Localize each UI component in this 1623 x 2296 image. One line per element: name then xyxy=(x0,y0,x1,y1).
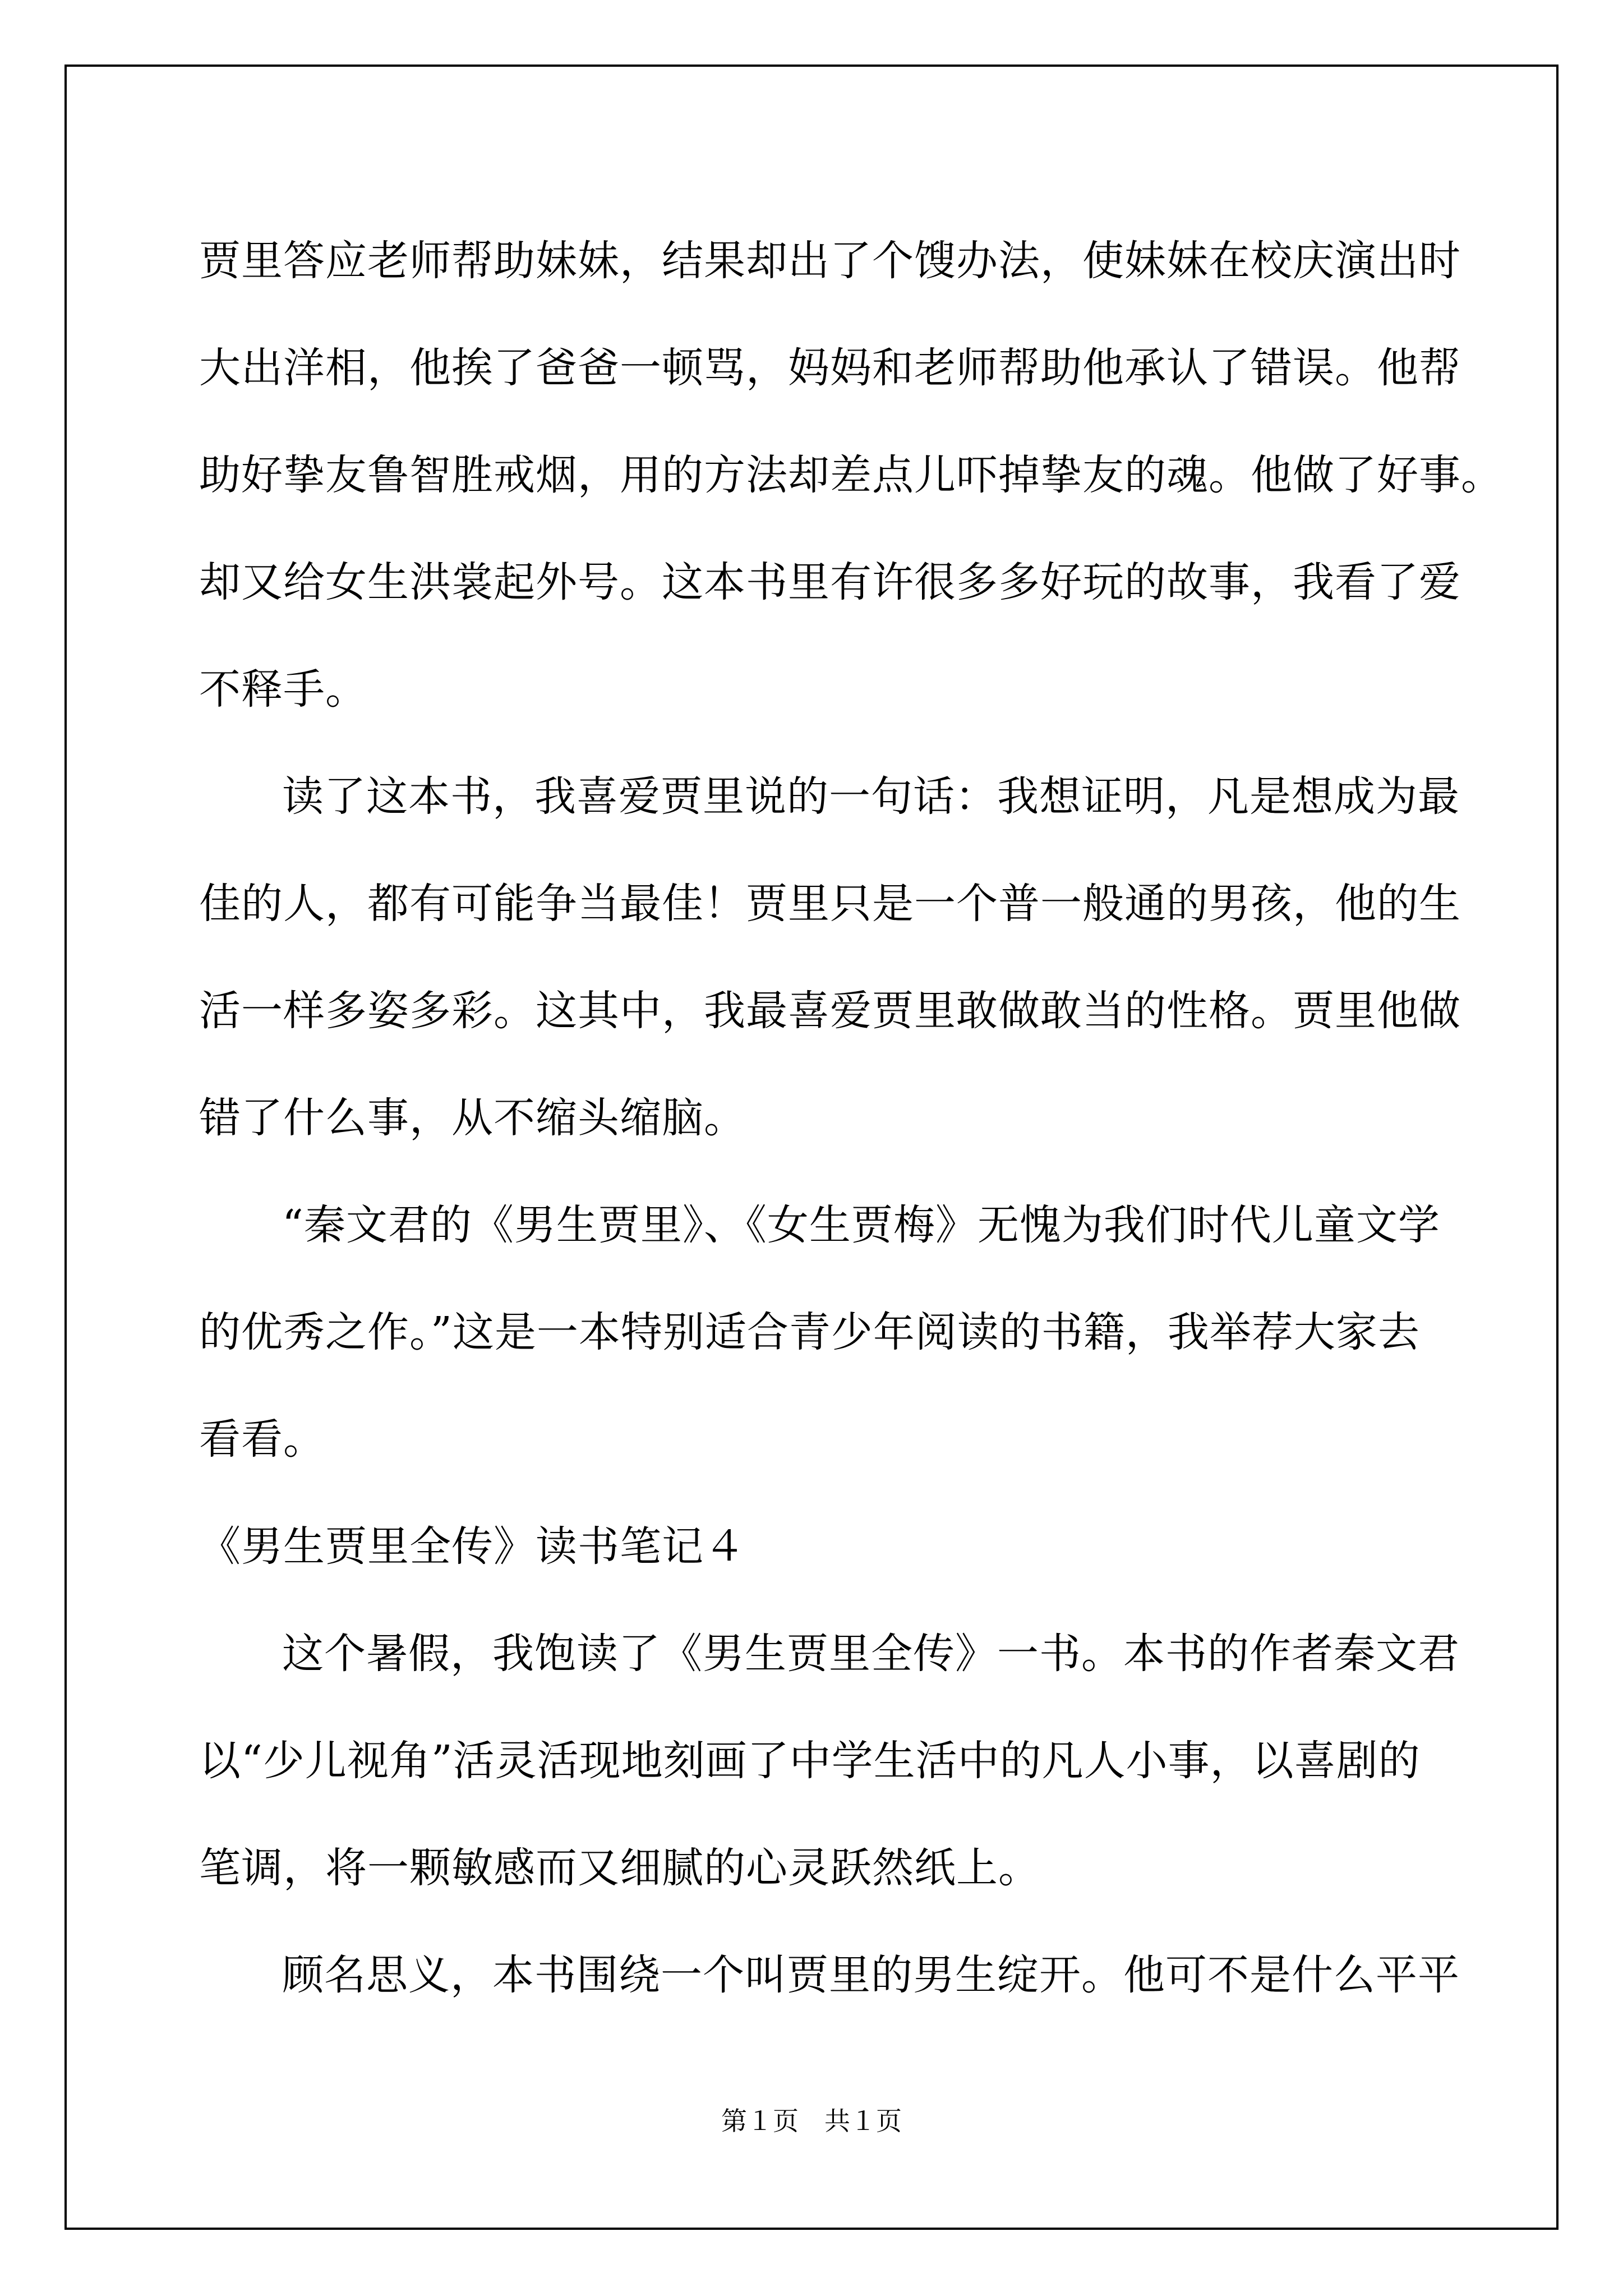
text-line: “秦文君的《男生贾里》、《女生贾梅》无愧为我们时代儿童文学 xyxy=(282,1201,1440,1249)
text-line: 顾名思义，本书围绕一个叫贾里的男生绽开。他可不是什么平平 xyxy=(282,1951,1460,1999)
text-line: 贾里答应老师帮助妹妹，结果却出了个馊办法，使妹妹在校庆演出时 xyxy=(199,237,1461,285)
text-line: 佳的人，都有可能争当最佳！贾里只是一个普一般通的男孩，他的生 xyxy=(199,880,1461,928)
text-line: 看看。 xyxy=(199,1415,325,1464)
text-line: 读了这本书，我喜爱贾里说的一句话：我想证明，凡是想成为最 xyxy=(282,772,1460,821)
text-line: 却又给女生洪裳起外号。这本书里有许很多多好玩的故事，我看了爱 xyxy=(199,558,1461,606)
text-line: 错了什么事，从不缩头缩脑。 xyxy=(199,1094,746,1142)
text-line: 不释手。 xyxy=(199,665,367,714)
page-number: 第１页 共１页 xyxy=(721,2106,902,2136)
text-line: 以“少儿视角”活灵活现地刻画了中学生活中的凡人小事，以喜剧的 xyxy=(199,1737,1421,1785)
document-body xyxy=(199,208,1503,2029)
text-line: 大出洋相，他挨了爸爸一顿骂，妈妈和老师帮助他承认了错误。他帮 xyxy=(199,344,1461,392)
text-line: 这个暑假，我饱读了《男生贾里全传》一书。本书的作者秦文君 xyxy=(282,1630,1460,1678)
text-line: 的优秀之作。”这是一本特别适合青少年阅读的书籍，我举荐大家去 xyxy=(199,1308,1420,1356)
text-line: 笔调，将一颗敏感而又细腻的心灵跃然纸上。 xyxy=(199,1844,1040,1892)
text-line: 助好挚友鲁智胜戒烟，用的方法却差点儿吓掉挚友的魂。他做了好事。 xyxy=(199,451,1503,499)
text-line: 活一样多姿多彩。这其中，我最喜爱贾里敢做敢当的性格。贾里他做 xyxy=(199,987,1461,1035)
section-heading: 《男生贾里全传》读书笔记４ xyxy=(199,1522,746,1571)
